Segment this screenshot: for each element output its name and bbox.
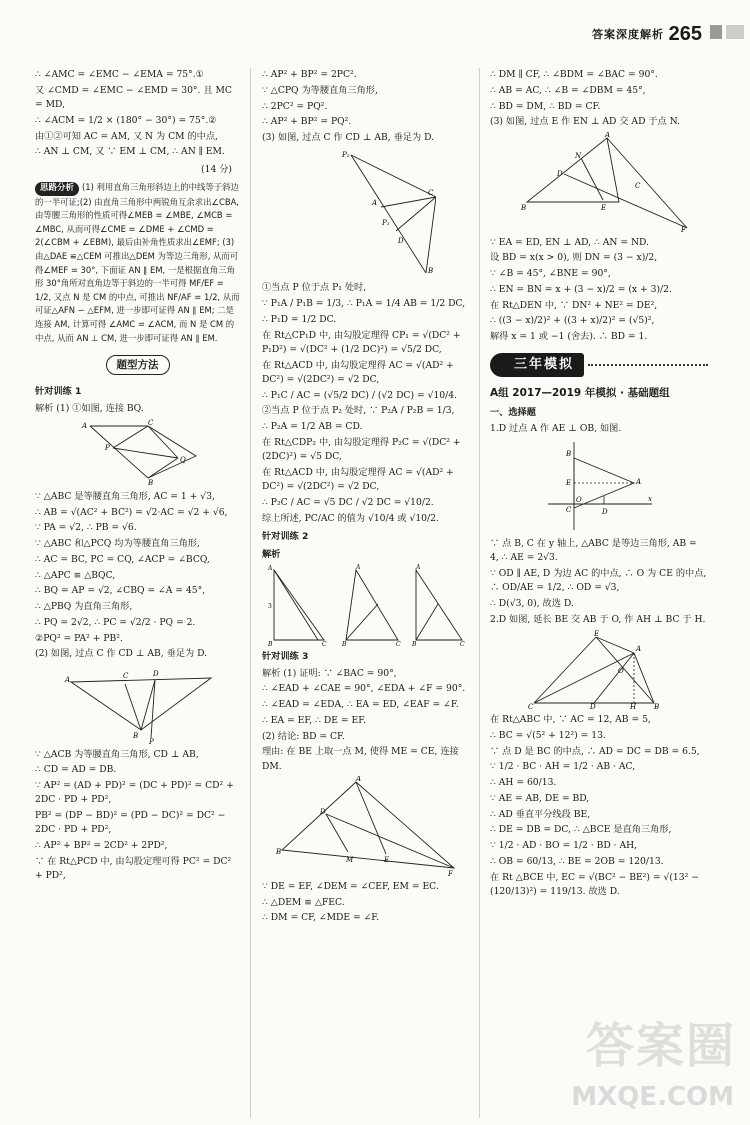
- text-line: ∴ P₂C / AC = √5 DC / √2 DC = √10/2.: [262, 496, 434, 508]
- text-line: ∵ △ACB 为等腰直角三角形, CD ⊥ AB,: [35, 748, 199, 760]
- svg-text:x: x: [648, 495, 652, 504]
- score: (14 分): [201, 163, 232, 175]
- column-right: [490, 68, 708, 1108]
- svg-text:C: C: [427, 189, 433, 198]
- svg-text:3: 3: [267, 603, 272, 611]
- section-heading: [35, 355, 240, 375]
- svg-text:B: B: [427, 267, 433, 276]
- text-line: ∴ P₁D = 1/2 DC.: [262, 313, 337, 325]
- text-line: ∵ 在 Rt△PCD 中, 由勾股定理可得 PC² = DC² + PD²,: [35, 855, 232, 882]
- svg-text:B: B: [267, 641, 272, 647]
- svg-text:C: C: [395, 641, 401, 647]
- text-line: ∵ △ABC 和△PCQ 均为等腰直角三角形,: [35, 538, 200, 550]
- svg-text:A: A: [355, 775, 361, 783]
- text-line: 2.D 如图, 延长 BE 交 AB 于 O, 作 AH ⊥ BC 于 H.: [490, 613, 706, 625]
- text-line: ∴ CD = AD = DB.: [35, 764, 117, 776]
- text-line: 由①②可知 AC = AM, 又 N 为 CM 的中点,: [35, 130, 218, 142]
- svg-text:B: B: [566, 450, 572, 459]
- text-line: ∴ AP² + BP² = 2CD² + 2PD²,: [35, 840, 168, 852]
- page-header: [0, 0, 750, 52]
- text-line: 解得 x = 1 或 −1 (舍去). ∴ BD = 1.: [490, 331, 648, 342]
- text-line: ∴ OB = 60/13, ∴ BE = 2OB = 120/13.: [490, 855, 664, 867]
- svg-text:E: E: [383, 855, 389, 864]
- text-line: ∵ PA = √2, ∴ PB = √6.: [35, 522, 137, 534]
- figure-triangle-bq: [78, 418, 198, 486]
- svg-text:A: A: [605, 131, 611, 139]
- figure-triangle-dm: [276, 776, 456, 876]
- svg-text:H: H: [630, 703, 637, 710]
- training-1-heading: 针对训练 1: [35, 386, 82, 398]
- svg-text:A: A: [636, 645, 642, 654]
- text-line: ∴ BQ = AP = √2, ∠CBQ = ∠A = 45°,: [35, 585, 206, 597]
- text-line: 解析 (1) 证明: ∵ ∠BAC = 90°,: [262, 667, 397, 679]
- svg-text:D: D: [557, 169, 563, 178]
- section-title: 题型方法: [106, 355, 170, 375]
- header-mark: [710, 25, 722, 39]
- svg-text:A: A: [64, 675, 70, 684]
- text-line: 在 Rt△DEN 中, ∵ DN² + NE² = DE²,: [490, 299, 658, 311]
- text-line: ∴ DE = DB = DC, ∴ △BCE 是直角三角形,: [490, 824, 672, 836]
- text-line: 在 Rt△CDP₂ 中, 由勾股定理得 P₂C = √(DC² + (2DC)²) = √5 DC,: [262, 436, 461, 462]
- text-line: ∴ DM = CF, ∠MDE = ∠F.: [262, 912, 380, 924]
- svg-text:P: P: [148, 737, 154, 744]
- text-line: ∵ P₁A / P₁B = 1/3, ∴ P₁A = 1/4 AB = 1/2 DC,: [262, 298, 466, 309]
- training-3-heading: 针对训练 3: [262, 651, 309, 663]
- svg-text:Q: Q: [179, 455, 186, 464]
- text-line: 在 Rt △BCE 中, EC = √(BC² − BE²) = √(13² − (120/13)²) = 119/13. 故选 D.: [490, 871, 699, 897]
- svg-text:B: B: [147, 478, 153, 486]
- analysis-tag: 思路分析: [35, 182, 79, 196]
- text-line: ∴ △DEM ≌ △FEC.: [262, 896, 345, 908]
- text-line: ∴ AB = √(AC² + BC²) = √2·AC = √2 + √6,: [35, 506, 228, 518]
- text-line: ∵ OD ∥ AE, D 为边 AC 的中点, ∴ O 为 CE 的中点, ∴ OD/AE = 1/2, ∴ OD = √3,: [490, 568, 707, 594]
- svg-text:O: O: [618, 667, 624, 676]
- text-line: ②PQ² = PA² + PB².: [35, 632, 123, 644]
- page-number: 265: [668, 23, 702, 45]
- svg-text:E: E: [601, 203, 607, 212]
- svg-text:B: B: [654, 703, 660, 710]
- text-line: ∵ 点 B, C 在 y 轴上, △ABC 是等边三角形, AB = 4, ∴ AE = 2√3.: [490, 538, 697, 564]
- text-line: ∵ △ABC 是等腰直角三角形, AC = 1 + √3,: [35, 490, 215, 502]
- svg-text:C: C: [635, 181, 641, 190]
- text-line: 在 Rt△ABC 中, ∵ AC = 12, AB = 5,: [490, 714, 651, 726]
- choice-title: 一、选择题: [490, 406, 536, 418]
- svg-text:F: F: [681, 225, 686, 232]
- svg-text:O: O: [576, 496, 582, 505]
- svg-text:C: C: [528, 703, 534, 710]
- svg-text:P: P: [104, 443, 110, 452]
- svg-text:F: F: [447, 869, 453, 876]
- text-line: ∴ ∠AMC = ∠EMC − ∠EMA = 75°.①: [35, 69, 204, 80]
- text-line: ∴ P₁C / AC = (√5/2 DC) / (√2 DC) = √10/4.: [262, 389, 457, 401]
- text-line: (2) 结论: BD = CF.: [262, 730, 345, 742]
- text-line: 解析 (1) ①如图, 连接 BQ.: [35, 402, 144, 414]
- text-line: ∵ AE = AB, DE = BD,: [490, 792, 590, 804]
- training-2-heading: 针对训练 2: [262, 530, 309, 542]
- svg-text:N: N: [575, 151, 582, 160]
- text-line: ∴ AP² + BP² = PQ².: [262, 116, 352, 128]
- text-line: 在 Rt△ACD 中, 由勾股定理得 AC = √(AD² + DC²) = √(2DC²) = √2 DC,: [262, 466, 454, 492]
- svg-text:B: B: [275, 847, 281, 856]
- banner-dots: [588, 364, 708, 366]
- text-line: 在 Rt△ACD 中, 由勾股定理得 AC = √(AD² + DC²) = √(2DC²) = √2 DC,: [262, 359, 454, 385]
- text-line: ∴ D(√3, 0), 故选 D.: [490, 598, 574, 610]
- watermark-url: MXQE.COM: [571, 1081, 734, 1112]
- text-line: ∴ △APC ≌ △BQC,: [35, 569, 116, 581]
- svg-text:B: B: [521, 203, 527, 212]
- svg-text:D: D: [590, 703, 596, 710]
- text-line: (3) 如图, 过点 E 作 EN ⊥ AD 交 AD 于点 N.: [490, 116, 681, 128]
- svg-text:C: C: [122, 671, 128, 680]
- svg-text:C: C: [147, 418, 153, 427]
- svg-text:B: B: [411, 641, 416, 647]
- svg-text:D: D: [602, 508, 608, 517]
- svg-text:D: D: [152, 669, 159, 678]
- text-line: ∴ △PBQ 为直角三角形,: [35, 601, 133, 613]
- svg-text:B: B: [341, 641, 346, 647]
- figure-coordinate: [544, 438, 654, 533]
- svg-text:A: A: [371, 199, 377, 208]
- text-line: ①当点 P 位于点 P₁ 处时,: [262, 282, 367, 294]
- text-line: 1.D 过点 A 作 AE ⊥ OB, 如图.: [490, 422, 622, 434]
- svg-text:E: E: [566, 479, 572, 488]
- svg-text:D: D: [397, 237, 404, 246]
- banner-title: 三年模拟: [490, 353, 584, 377]
- watermark-logo: 答案圈: [585, 1017, 736, 1074]
- text-line: ∴ EN = BN = x + (3 − x)/2 = (x + 3)/2.: [490, 283, 672, 295]
- text-line: ∵ DE = EF, ∠DEM = ∠CEF, EM = EC.: [262, 880, 439, 892]
- column-middle: [262, 68, 469, 1108]
- svg-text:P₂: P₂: [341, 151, 350, 160]
- text-line: PB² = (DP − BD)² = (PD − DC)² = DC² − 2DC · PD + PD²,: [35, 810, 226, 836]
- svg-text:A: A: [636, 478, 642, 487]
- text-line: ∴ ∠EAD = ∠EDA, ∴ EA = ED, ∠EAF = ∠F.: [262, 699, 459, 710]
- text-line: ∴ AP² + BP² = 2PC².: [262, 69, 357, 80]
- svg-text:A: A: [415, 564, 420, 572]
- text-line: ∵ AP² = (AD + PD)² = (DC + PD)² = CD² + 2DC · PD + PD²,: [35, 780, 234, 806]
- header-title: 答案深度解析: [592, 28, 664, 41]
- text-line: ∵ EA = ED, EN ⊥ AD, ∴ AN = ND.: [490, 236, 649, 248]
- figure-triangle-en: [509, 132, 689, 232]
- svg-text:B: B: [132, 731, 138, 740]
- svg-text:A: A: [355, 564, 360, 572]
- text-line: (3) 如图, 过点 C 作 CD ⊥ AB, 垂足为 D.: [262, 132, 435, 143]
- svg-text:A: A: [267, 565, 272, 573]
- text-line: 理由: 在 BE 上取一点 M, 使得 ME = CE, 连接 DM.: [262, 746, 459, 772]
- analysis-block: [35, 181, 240, 345]
- text-line: ∴ EA = EF, ∴ DE = EF.: [262, 714, 367, 726]
- text-line: ∵ 点 D 是 BC 的中点, ∴ AD = DC = DB = 6.5,: [490, 745, 700, 757]
- svg-text:C: C: [459, 641, 465, 647]
- svg-text:P₁: P₁: [381, 219, 390, 228]
- text-line: (2) 如图, 过点 C 作 CD ⊥ AB, 垂足为 D.: [35, 648, 208, 660]
- column-divider: [250, 68, 251, 1118]
- svg-text:C: C: [566, 506, 572, 515]
- text-line: ∴ AD 垂直平分线段 BE,: [490, 808, 591, 820]
- column-left: [35, 68, 240, 1108]
- text-line: ②当点 P 位于点 P₂ 处时, ∵ P₂A / P₂B = 1/3,: [262, 405, 455, 417]
- figure-triangle-bce: [524, 629, 674, 709]
- svg-text:C: C: [321, 641, 327, 647]
- text-line: ∴ DM ∥ CF, ∴ ∠BDM = ∠BAC = 90°.: [490, 69, 658, 80]
- text-line: 综上所述, PC/AC 的值为 √10/4 或 √10/2.: [262, 512, 439, 524]
- svg-text:E: E: [594, 630, 600, 639]
- figure-p1-p2: [296, 147, 436, 277]
- text-line: ∴ 2PC² = PQ².: [262, 100, 328, 112]
- text-line: ∴ P₂A = 1/2 AB = CD.: [262, 421, 363, 432]
- column-divider: [479, 68, 480, 1118]
- group-title: A组 2017—2019 年模拟 · 基础题组: [490, 387, 670, 400]
- svg-text:D: D: [319, 807, 326, 816]
- text-line: ∵ 1/2 · BC · AH = 1/2 · AB · AC,: [490, 761, 636, 773]
- svg-text:A: A: [81, 421, 87, 430]
- text-line: 在 Rt△CP₁D 中, 由勾股定理得 CP₁ = √(DC² + P₁D²) = √(DC² + (1/2 DC)²) = √5/2 DC,: [262, 329, 461, 355]
- text-line: 设 BD = x(x > 0), 则 DN = (3 − x)/2,: [490, 252, 658, 264]
- figure-triangle-cd: [63, 664, 213, 744]
- text-line: ∴ BD = DM, ∴ BD = CF.: [490, 100, 601, 112]
- text-line: ∴ PQ = 2√2, ∴ PC = √2/2 · PQ = 2.: [35, 616, 196, 628]
- text-line: ∴ ∠ACM = 1/2 × (180° − 30°) = 75°.②: [35, 114, 217, 126]
- training-2-sub: 解析: [262, 549, 281, 560]
- text-line: ∴ AC = BC, PC = CQ, ∠ACP = ∠BCQ,: [35, 553, 210, 565]
- text-line: ∴ ∠EAD + ∠CAE = 90°, ∠EDA + ∠F = 90°.: [262, 683, 466, 695]
- practice-banner: [490, 353, 708, 377]
- header-mark-light: [726, 25, 744, 39]
- text-line: ∴ AB = AC, ∴ ∠B = ∠DBM = 45°,: [490, 84, 646, 96]
- text-line: 又 ∠CMD = ∠EMC − ∠EMD = 30°. 且 MC = MD,: [35, 84, 232, 110]
- text-line: ∵ △CPQ 为等腰直角三角形,: [262, 84, 378, 96]
- svg-text:M: M: [345, 855, 353, 864]
- text-line: ∴ BC = √(5² + 12²) = 13.: [490, 729, 606, 741]
- text-line: ∵ ∠B = 45°, ∠BNE = 90°,: [490, 268, 611, 279]
- text-line: ∵ 1/2 · AD · BO = 1/2 · BD · AH,: [490, 840, 638, 852]
- analysis-text: (1) 利用直角三角形斜边上的中线等于斜边的一半可证;(2) 由直角三角形中两锐角互余求出∠CBA, 由等腰三角形的性质可得∠MEB = ∠MBE, ∠MCB = ∠MBC, 从而可得∠CME = ∠DME + ∠CMD = 2(∠CBM + ∠EBM), 最后由补角性质求出∠EMF; (3) 由△DAE ≌△CEM 可推出△DEM 为等边三角形, 从而可得∠MEF = 30°, 下面证 AN ∥ EM, 一是根据直角三角形 30°角所对直角边等于斜边的一半可得 MF/EF = 1/2, 又点 N 是 CM 的中点, 可推出 NF/AF = 1/2, 从而可证△AFN ∽ △EFM, 进一步即可证得 AN ∥ EM; 二是连接 AM, 计算可得 ∠AMC = ∠ACM, 而 N 是 CM 的中点, 从而 AN ⊥ CM, 进一步即可证得 AN ∥ EM.: [35, 181, 240, 343]
- text-line: ∴ ((3 − x)/2)² + ((3 + x)/2)² = (√5)²,: [490, 315, 655, 327]
- text-line: ∴ AH = 60/13.: [490, 777, 557, 789]
- figure-three-triangles: [266, 564, 466, 646]
- text-line: ∴ AN ⊥ CM, 又 ∵ EM ⊥ CM, ∴ AN ∥ EM.: [35, 146, 225, 158]
